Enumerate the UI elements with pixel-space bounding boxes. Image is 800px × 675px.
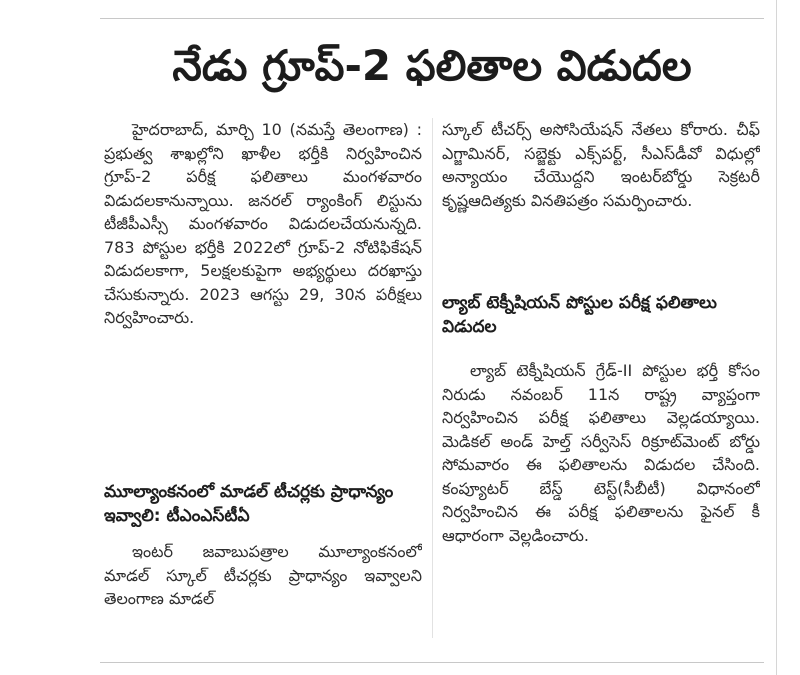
continued-paragraph: స్కూల్‌ టీచర్స్‌ అసోసియేషన్‌ నేతలు కోరారు. చీఫ్‌ ఎగ్జామినర్‌, సబ్జెక్టు ఎక్స్‌పర్ట్‌, సీఎస్‌డీవో విధుల్లో అన్యాయం చేయొద్దని ఇంటర్‌బోర్డు సెక్రటరీ కృష్ణఆదిత్యకు వినతిపత్రం సమర్పించారు. xyxy=(442,120,760,210)
intro-paragraph: హైదరాబాద్‌, మార్చి 10 (నమస్తే తెలంగాణ) : ప్రభుత్వ శాఖల్లోని ఖాళీల భర్తీకి నిర్వహించిన గ్రూప్‌-2 పరీక్ష ఫలితాలు మంగళవారం విడుదలకానున్నాయి. జనరల్‌ ర్యాంకింగ్‌ లిస్టును టీజీపీఎస్సీ మంగళవారం విడుదలచేయనున్నది. 783 పోస్టుల భర్తీకి 2022లో గ్రూప్‌-2 నోటిఫికేషన్‌ విడుదలకాగా, 5లక్షలకుపైగా అభ్యర్థులు దరఖాస్తు చేసుకున్నారు. 2023 ఆగస్టు 29, 30న పరీక్షలు నిర్వహించారు. xyxy=(104,120,422,327)
left-column xyxy=(104,118,422,615)
model-teachers-subheading: మూల్యాంకనంలో మాడల్‌ టీచర్లకు ప్రాధాన్యం ఇవ్వాలి: టీఎంఎస్‌టీఏ xyxy=(104,482,394,526)
top-divider xyxy=(100,18,764,19)
page-edge-rule xyxy=(776,0,777,675)
lab-technician-paragraph: ల్యాబ్‌ టెక్నీషియన్‌ గ్రేడ్‌-II పోస్టుల భర్తీ కోసం నిరుడు నవంబర్‌ 11న రాష్ట్ర వ్యాప్తంగా నిర్వహించిన పరీక్ష ఫలితాలు వెల్లడయ్యాయి. మెడికల్‌ అండ్‌ హెల్త్‌ సర్వీసెస్‌ రిక్రూట్‌మెంట్‌ బోర్డు సోమవారం ఈ ఫలితాలను విడుదల చేసింది. కంప్యూటర్‌ బేస్డ్‌ టెస్ట్‌(సీబీటీ) విధానంలో నిర్వహించిన ఈ పరీక్ష ఫలితాలను ఫైనల్‌ కీ ఆధారంగా వెల్లడించారు. xyxy=(442,361,760,545)
model-teachers-paragraph: ఇంటర్‌ జవాబుపత్రాల మూల్యాంకనంలో మాడల్‌ స్కూల్‌ టీచర్లకు ప్రాధాన్యం ఇవ్వాలని తెలంగాణ మాడల్‌ xyxy=(104,542,422,608)
right-column xyxy=(442,118,760,643)
column-divider xyxy=(432,118,433,638)
bottom-divider xyxy=(100,662,764,663)
lab-technician-subheading: ల్యాబ్‌ టెక్నీషియన్‌ పోస్టుల పరీక్ష ఫలితాలు విడుదల xyxy=(442,293,717,337)
article-headline: నేడు గ్రూప్‌-2 ఫలితాల విడుదల xyxy=(172,41,692,90)
